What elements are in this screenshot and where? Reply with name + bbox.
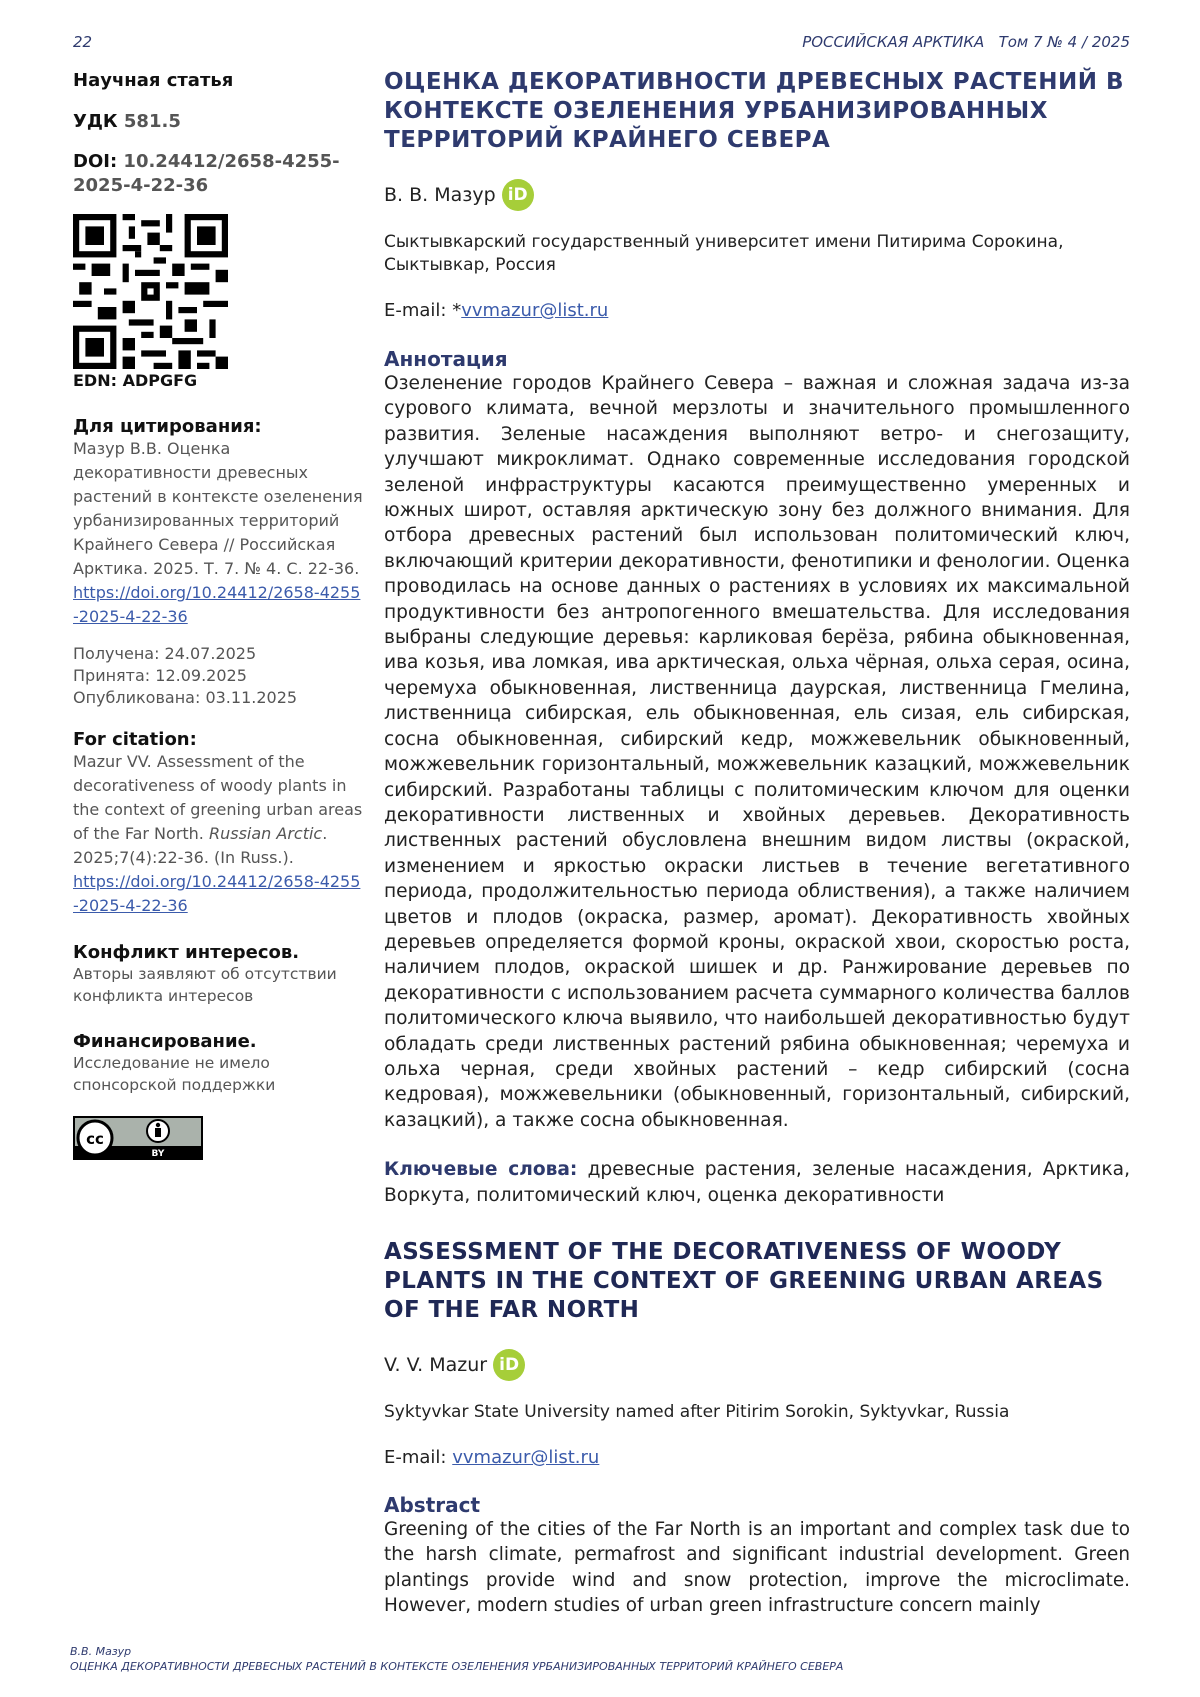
keywords-ru [384, 1157, 1130, 1208]
running-header [802, 33, 1130, 51]
author-name-ru: В. В. Мазур [384, 184, 496, 206]
email-label-en: E-mail: [384, 1447, 453, 1468]
title-ru: ОЦЕНКА ДЕКОРАТИВНОСТИ ДРЕВЕСНЫХ РАСТЕНИЙ В КОНТЕКСТЕ ОЗЕЛЕНЕНИЯ УРБАНИЗИРОВАННЫХ ТЕРРИТОРИЙ КРАЙНЕГО СЕВЕРА [384, 69, 1124, 153]
by-text: BY [151, 1149, 165, 1159]
citation-ru-text: Мазур В.В. Оценка декоративности древесных растений в контексте озеленения урбанизированных территорий Крайнего Севера // Российская Арктика. 2025. Т. 7. № 4. С. 22-36. [73, 439, 363, 578]
author-name-en: V. V. Mazur [384, 1354, 488, 1376]
footer-title: ОЦЕНКА ДЕКОРАТИВНОСТИ ДРЕВЕСНЫХ РАСТЕНИЙ В КОНТЕКСТЕ ОЗЕЛЕНЕНИЯ УРБАНИЗИРОВАННЫХ ТЕРРИТОРИЙ КРАЙНЕГО СЕВЕРА [70, 1660, 844, 1673]
footer-author: В.В. Мазур [70, 1645, 132, 1658]
email-link-en[interactable]: vvmazur@list.ru [452, 1447, 600, 1468]
citation-en-link[interactable] [73, 870, 363, 918]
abstract-text-en: Greening of the cities of the Far North is an important and complex task due to the harsh climate, permafrost and significant industrial development. Green plantings provide wind and snow protection, improve the microclimate. However, modern studies of urban green infrastructure concern mainly [384, 1519, 1130, 1617]
citation-ru-heading: Для цитирования: [73, 416, 262, 437]
udk-value: 581.5 [123, 111, 181, 132]
citation-en-part2: . 2025;7(4):22-36. (In Russ.). [73, 824, 328, 867]
journal-name: РОССИЙСКАЯ АРКТИКА [802, 33, 985, 51]
email-en [384, 1446, 1130, 1469]
citation-en-text [73, 750, 363, 870]
udk-label: УДК [73, 111, 118, 132]
orcid-icon-en[interactable]: iD [493, 1349, 525, 1381]
citation-ru-link[interactable] [73, 581, 363, 629]
published-date: Опубликована: 03.11.2025 [73, 688, 298, 707]
citation-en-journal: Russian Arctic [208, 824, 323, 843]
cc-text: cc [86, 1130, 104, 1148]
citation-en-heading: For citation: [73, 729, 197, 750]
orcid-icon[interactable]: iD [502, 179, 534, 211]
sidebar [73, 70, 363, 1160]
conflict-heading: Конфликт интересов. [73, 942, 300, 963]
conflict-text: Авторы заявляют об отсутствии конфликта интересов [73, 965, 337, 1005]
citation-en-link-text[interactable]: https://doi.org/10.24412/2658-4255-2025-4-22-36 [73, 872, 361, 915]
email-ru [384, 299, 1130, 322]
affiliation-ru: Сыктывкарский государственный университет имени Питирима Сорокина, Сыктывкар, Россия [384, 232, 1064, 275]
affiliation-en: Syktyvkar State University named after Pitirim Sorokin, Syktyvkar, Russia [384, 1402, 1010, 1422]
received-date: Получена: 24.07.2025 [73, 644, 257, 663]
email-label-ru: E-mail: * [384, 300, 462, 321]
cc-by-license-icon [73, 1116, 203, 1160]
qr-code-icon [73, 214, 228, 369]
abstract-text-ru: Озеленение городов Крайнего Севера – важная и сложная задача из-за сурового климата, вечной мерзлоты и значительного промышленного развития. Зеленые насаждения выполняют ветро- и снегозащиту, улучшают микроклимат. Однако современные исследования городской зеленой инфраструктуры касаются преимущественно умеренных и южных широт, оставляя арктическую зону без должного внимания. Для отбора древесных растений был использован политомический ключ, включающий критерии декоративности, фенотипики и фенологии. Оценка проводилась на основе данных о растениях в условиях их максимальной продуктивности без антропогенного вмешательства. Для исследования выбраны следующие деревья: карликовая берёза, рябина обыкновенная, ива козья, ива ломкая, ива арктическая, ольха чёрная, ольха серая, осина, черемуха обыкновенная, лиственница даурская, лиственница Гмелина, лиственница сибирская, ель обыкновенная, ель сизая, ель сибирская, сосна обыкновенная, сибирский кедр, можжевельник обыкновенный, можжевельник горизонтальный, можжевельник казацкий, можжевельник сибирский. Разработаны таблицы с политомическим ключом для оценки декоративности лиственных и хвойных деревьев. Декоративность лиственных растений обусловлена внешним видом листвы (окраской, изменением и яркостью окраски листьев в течение вегетативного периода, продолжительностью периода облиствения), а также наличием цветов и плодов (окраска, размер, аромат). Декоративность хвойных деревьев определяется формой кроны, окраской хвои, скоростью роста, наличием плодов, окраской шишек и др. Ранжирование деревьев по декоративности с использованием расчета суммарного количества баллов политомического ключа выявило, что наибольшей декоративностью будут обладать среди лиственных растений рябина обыкновенная; черемуха и ольха черная, среди хвойных растений – кедр сибирский (сосна кедровая), можжевельники (обыкновенный, горизонтальный, сибирский, казацкий), а также сосна обыкновенная. [384, 373, 1130, 1131]
keywords-label-ru: Ключевые слова: [384, 1159, 578, 1181]
citation-ru-link-text[interactable]: https://doi.org/10.24412/2658-4255-2025-4-22-36 [73, 583, 361, 626]
page-number: 22 [73, 33, 93, 51]
edn: EDN: ADPGFG [73, 371, 198, 390]
title-en: ASSESSMENT OF THE DECORATIVENESS OF WOODY PLANTS IN THE CONTEXT OF GREENING URBAN AREAS OF THE FAR NORTH [384, 1239, 1104, 1323]
issue-info: Том 7 № 4 / 2025 [998, 33, 1130, 51]
article-type: Научная статья [73, 70, 234, 91]
funding-heading: Финансирование. [73, 1031, 257, 1052]
keywords-text-ru: древесные растения, зеленые насаждения, Арктика, Воркута, политомический ключ, оценка декоративности [384, 1159, 1130, 1206]
author-ru [384, 179, 1130, 211]
udk [73, 111, 363, 132]
citation-en-part1: Mazur VV. Assessment of the decorativeness of woody plants in the context of greening urban areas of the Far North. [73, 752, 363, 843]
doi [73, 150, 363, 198]
doi-label: DOI: [73, 151, 118, 172]
author-en [384, 1349, 1130, 1381]
abstract-heading-en: Abstract [384, 1493, 481, 1517]
funding-text: Исследование не имело спонсорской поддержки [73, 1054, 276, 1094]
email-link-ru[interactable]: vvmazur@list.ru [461, 300, 609, 321]
main-column [384, 68, 1130, 1619]
accepted-date: Принята: 12.09.2025 [73, 666, 247, 685]
abstract-heading-ru: Аннотация [384, 347, 508, 371]
doi-value: 10.24412/2658-4255-2025-4-22-36 [73, 151, 340, 196]
